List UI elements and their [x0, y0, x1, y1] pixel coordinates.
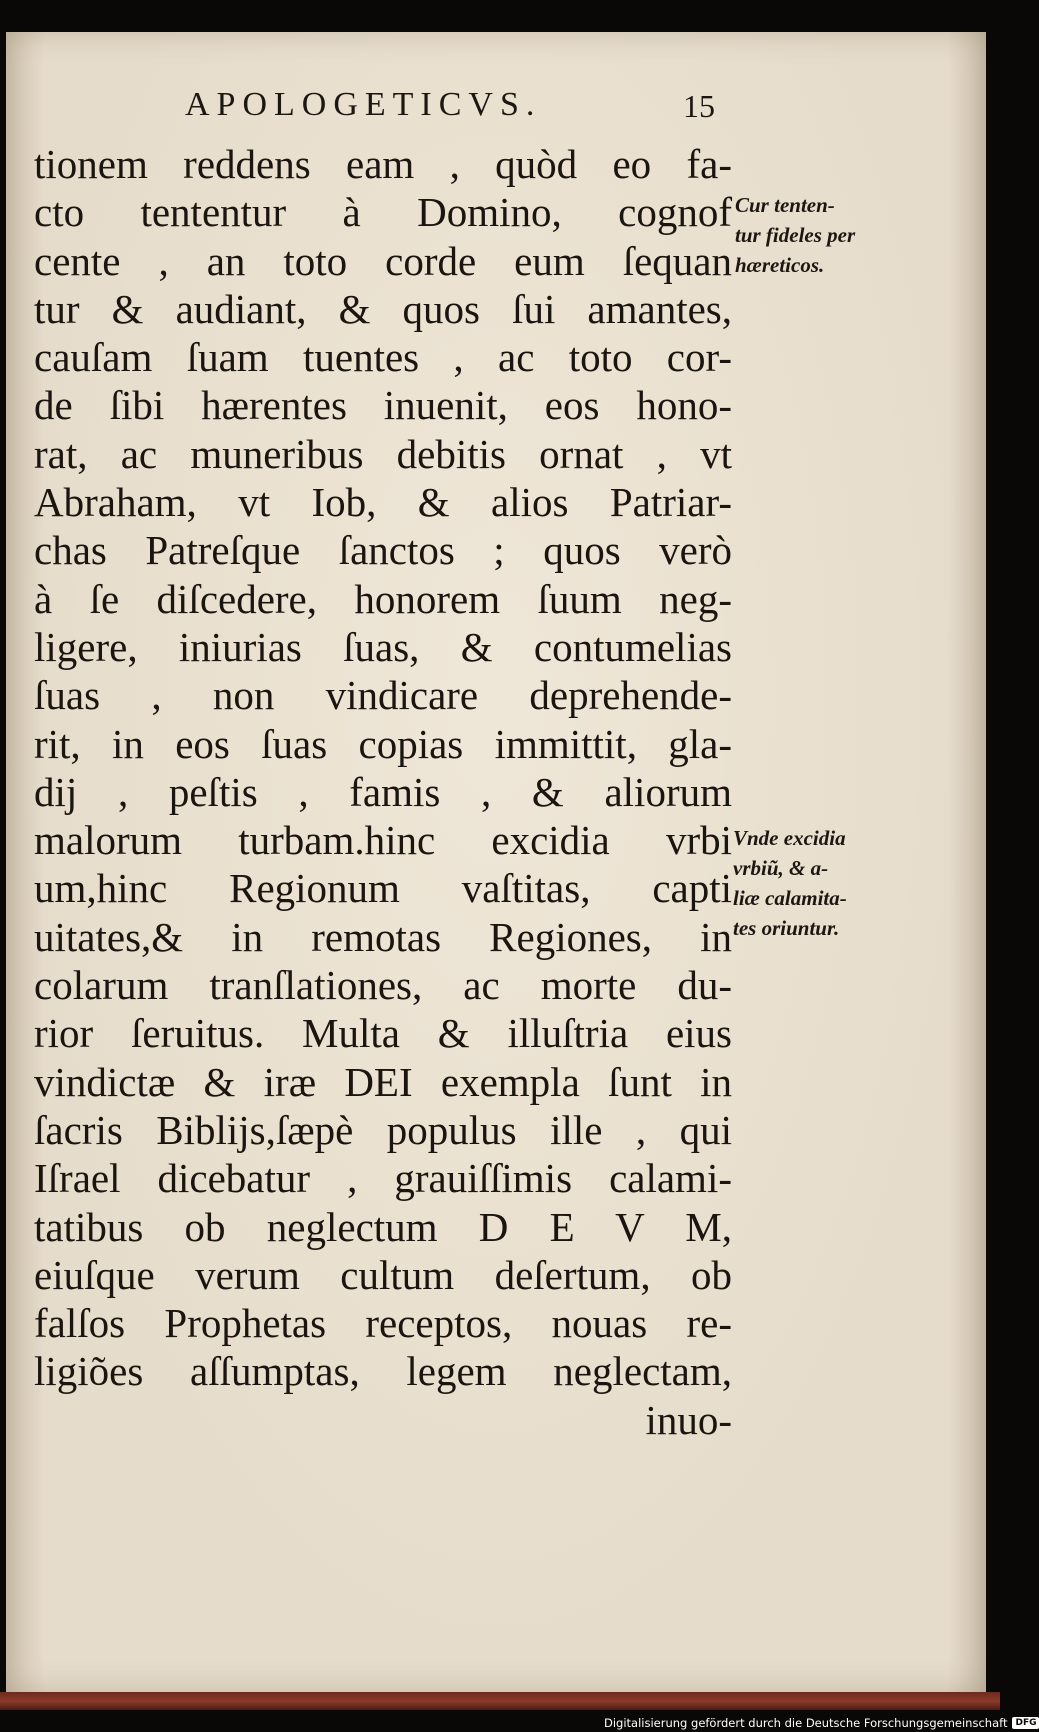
text-line: malorum turbam.hinc excidia vrbi [34, 817, 732, 864]
margin-note [735, 190, 900, 280]
text-line: Abraham, vt Iob, & alios Patriar- [34, 479, 732, 526]
text-line: tatibus ob neglectum D E V M, [34, 1203, 732, 1250]
margin-note-line: Cur tenten- [735, 193, 835, 217]
text-line: chas Patreſque ſanctos ; quos verò [34, 527, 732, 574]
page-edge [0, 1692, 1000, 1710]
text-line: um,hinc Regionum vaſtitas, capti [34, 865, 732, 912]
running-head: APOLOGETICVS. [185, 86, 542, 123]
text-line: falſos Prophetas receptos, nouas re- [34, 1300, 732, 1347]
text-line: cto tententur à Domino, cognof [34, 189, 732, 236]
dfg-logo-icon: DFG [1012, 1717, 1039, 1729]
margin-note [733, 823, 898, 943]
margin-note-line: Vnde excidia [733, 826, 846, 850]
text-line: rit, in eos ſuas copias immittit, gla- [34, 720, 732, 767]
page-number: 15 [683, 88, 715, 124]
text-line: à ſe diſcedere, honorem ſuum neg- [34, 575, 732, 622]
text-line: Iſrael dicebatur , grauiſſimis calami- [34, 1155, 732, 1202]
text-line: tur & audiant, & quos ſui amantes, [34, 285, 732, 332]
text-line: de ſibi hærentes inuenit, eos hono- [34, 382, 732, 429]
funding-text: Digitalisierung gefördert durch die Deutsche Forschungsgemeinschaft [604, 1715, 1008, 1730]
text-line: ſacris Biblijs,ſæpè populus ille , qui [34, 1106, 732, 1153]
text-line: vindictæ & iræ DEI exempla ſunt in [34, 1058, 732, 1105]
text-line: eiuſque verum cultum deſertum, ob [34, 1251, 732, 1298]
text-line: tionem reddens eam , quòd eo fa- [34, 141, 732, 187]
funding-banner [604, 1713, 1039, 1732]
margin-note-line: hæreticos. [735, 253, 825, 277]
text-line: uitates,& in remotas Regiones, in [34, 913, 732, 960]
body-text [34, 140, 732, 1444]
margin-note-line: tes oriuntur. [733, 916, 840, 940]
text-line: ligere, iniurias ſuas, & contumelias [34, 623, 732, 670]
margin-note-line: tur fideles per [735, 223, 856, 247]
text-line: rat, ac muneribus debitis ornat , vt [34, 430, 732, 477]
text-line: ligiões aſſumptas, legem neglectam, [34, 1348, 732, 1395]
text-line: rior ſeruitus. Multa & illuſtria eius [34, 1010, 732, 1057]
text-line: colarum tranſlationes, ac morte du- [34, 962, 732, 1009]
catchword: inuo- [645, 1396, 732, 1443]
margin-note-line: liæ calamita- [733, 886, 847, 910]
text-line: cente , an toto corde eum ſequan [34, 237, 732, 284]
text-line: cauſam ſuam tuentes , ac toto cor- [34, 334, 732, 381]
text-line: dij , peſtis , famis , & aliorum [34, 768, 732, 815]
text-line: ſuas , non vindicare deprehende- [34, 672, 732, 719]
margin-note-line: vrbiũ, & a- [733, 856, 829, 880]
